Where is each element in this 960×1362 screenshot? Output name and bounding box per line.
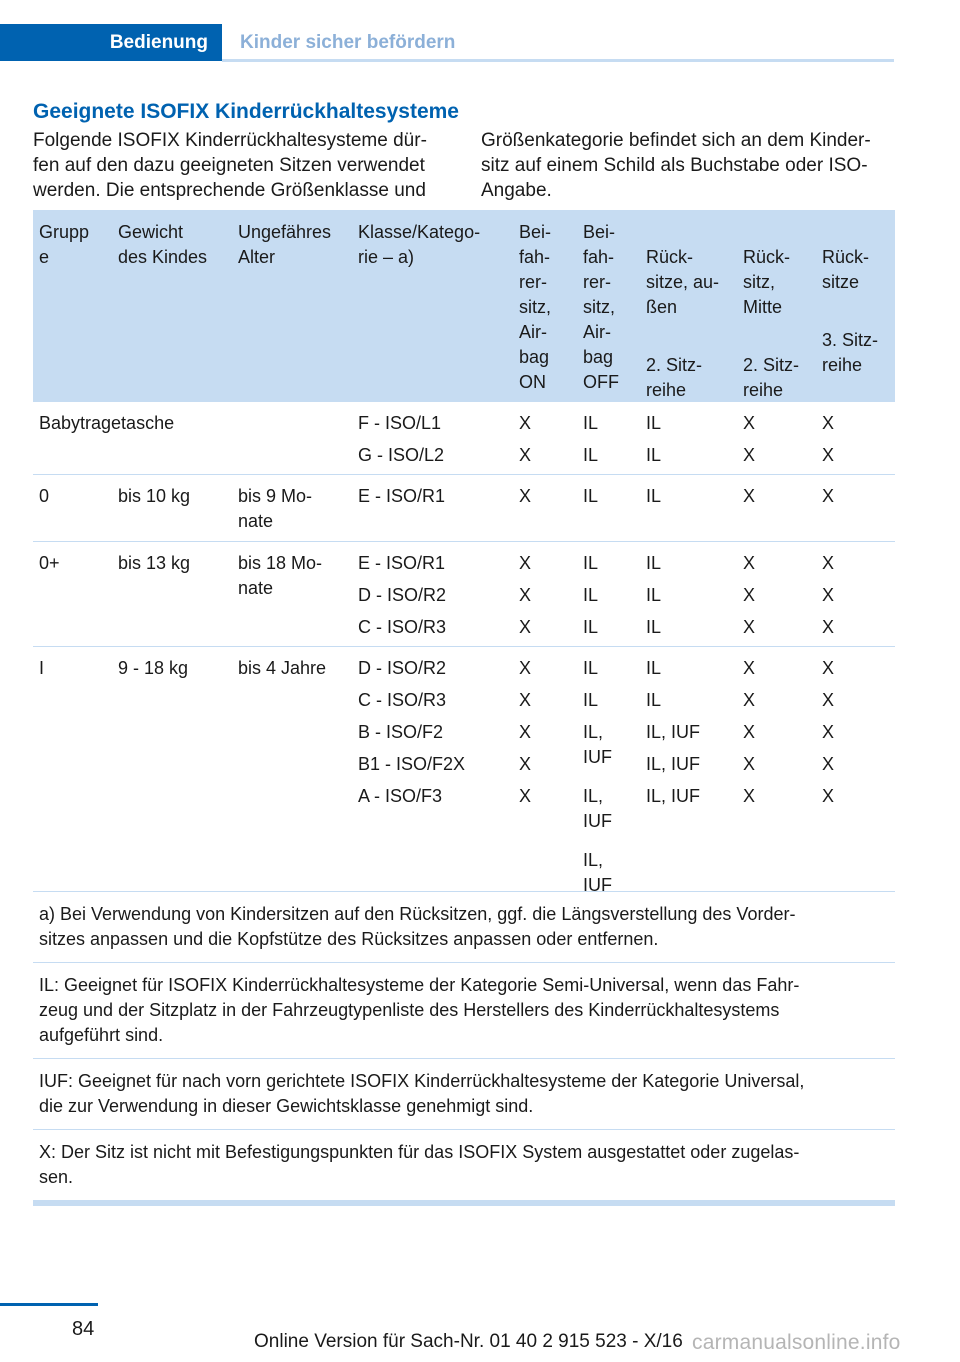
cell-gruppe: 0+ [39,553,60,573]
header-ruecksitz-mitte-title: Rück- sitz, Mitte [743,247,791,317]
cell-off [583,411,598,475]
cell-alter: bis 18 Mo- nate [238,553,323,598]
cell-value: X [822,445,835,465]
cell-value: X [822,690,835,710]
cell-value: IL [646,553,662,573]
cell-value: X [519,486,532,506]
header-ruecksitz-mitte-row: 2. Sitz- reihe [743,355,800,400]
cell-value: E - ISO/R1 [358,486,446,506]
cell-gewicht: bis 13 kg [118,553,191,573]
cell-reihe3 [822,656,834,816]
header-beifahrer-airbag-off: Bei- fah- rer- sitz, Air- bag OFF [583,222,619,392]
table-note: X: Der Sitz ist nicht mit Befestigungspunkten für das ISOFIX System ausgestattet oder zugelas- sen. [33,1130,895,1201]
cell-value: X [822,413,835,433]
header-klasse: Klasse/Katego- rie – a) [358,222,481,267]
cell-value: X [822,486,835,506]
cell-value: X [519,413,532,433]
header-gewicht: Gewicht des Kindes [118,222,208,267]
cell-value: B - ISO/F2 [358,722,444,742]
cell-mitte [743,411,755,475]
cell-value: IL [646,658,662,678]
cell-value: X [743,617,756,637]
cell-value: IL, IUF [583,786,612,831]
cell-value: X [519,690,532,710]
table-note: IUF: Geeignet für nach vorn gerichtete ISOFIX Kinderrückhaltesysteme der Kategorie Universal, die zur Verwendung in dieser Gewichtsklasse genehmigt sind. [33,1059,895,1130]
cell-value: IL [646,413,662,433]
intro-text-right: Größenkategorie befindet sich an dem Kinder- sitz auf einem Schild als Buchstabe oder ISO- Angabe. [481,130,871,201]
cell-value: X [822,553,835,573]
cell-value: D - ISO/R2 [358,658,447,678]
cell-value: IL, IUF [646,754,701,774]
cell-value: IL, IUF [583,850,612,895]
cell-value: X [519,445,532,465]
watermark: carmanualsonline.info [692,1331,901,1354]
cell-value: X [822,617,835,637]
cell-value: G - ISO/L2 [358,445,445,465]
cell-value: IL [646,617,662,637]
cell-value: X [822,754,835,774]
tab-kinder-sicher-befoerdern[interactable]: Kinder sicher befördern [240,31,456,53]
online-version-text: Online Version für Sach-Nr. 01 40 2 915 523 - X/16 [254,1331,683,1352]
header-ruecksitz-mitte [743,220,799,428]
table-body [33,402,895,895]
table-header [33,210,895,402]
cell-value: X [519,754,532,774]
header-ruecksitze-3 [822,220,878,403]
cell-value: IL [646,585,662,605]
header-ruecksitze-aussen [646,220,719,428]
cell-value: IL [583,486,599,506]
cell-alter: bis 9 Mo- nate [238,486,313,531]
cell-value: IL [646,486,662,506]
cell-value: X [519,786,532,806]
header-ruecksitze-3-row: 3. Sitz- reihe [822,330,879,375]
cell-value: X [743,553,756,573]
page-number: 84 [72,1318,95,1340]
cell-reihe3 [822,484,834,516]
cell-value: IL [583,585,599,605]
cell-gruppe: I [39,658,45,678]
cell-reihe3 [822,411,834,475]
cell-mitte [743,484,755,516]
cell-value: X [743,445,756,465]
header-ruecksitze-3-title: Rück- sitze [822,247,870,292]
cell-off [583,484,598,516]
cell-mitte [743,551,755,647]
page-header [0,0,960,62]
table-row [33,542,895,647]
cell-value: C - ISO/R3 [358,690,447,710]
header-gruppe: Grupp e [39,222,90,267]
cell-value: IL [583,413,599,433]
cell-mitte [743,656,755,816]
cell-value: A - ISO/F3 [358,786,443,806]
tab-bedienung[interactable]: Bedienung [0,24,222,61]
table-bottom-rule [33,1201,895,1206]
cell-value: X [519,585,532,605]
cell-value: C - ISO/R3 [358,617,447,637]
cell-reihe3 [822,551,834,647]
cell-value: X [822,786,835,806]
cell-value: F - ISO/L1 [358,413,442,433]
cell-value: IL, IUF [646,722,701,742]
cell-aussen [646,411,661,475]
cell-klasse [358,551,446,647]
cell-value: X [743,486,756,506]
cell-value: B1 - ISO/F2X [358,754,466,774]
cell-aussen [646,484,661,516]
table-row [33,402,895,475]
table-note: IL: Geeignet für ISOFIX Kinderrückhaltesysteme der Kategorie Semi-Universal, wenn das Fahr- zeug und der Sitzplatz in der Fahrzeugtypenliste des Herstellers des Kinderrückhaltesystems aufgeführt sind. [33,963,895,1059]
cell-value: IL, IUF [583,722,612,767]
cell-value: IL [646,690,662,710]
intro-text-left: Folgende ISOFIX Kinderrückhaltesysteme dür- fen auf den dazu geeigneten Sitzen verwendet werden. Die entsprechende Größenklasse und [33,130,427,201]
header-alter: Ungefähres Alter [238,222,332,267]
cell-value: IL [583,553,599,573]
cell-value: X [743,722,756,742]
cell-value: X [743,690,756,710]
cell-aussen [646,656,700,816]
cell-aussen [646,551,661,647]
cell-value: X [743,658,756,678]
cell-value: IL [583,690,599,710]
cell-value: X [519,617,532,637]
cell-klasse [358,484,445,516]
cell-value: IL [583,445,599,465]
cell-value: E - ISO/R1 [358,553,446,573]
table-row [33,647,895,895]
cell-klasse [358,411,444,475]
cell-value: X [822,658,835,678]
isofix-table [33,210,895,1206]
cell-off [583,656,612,912]
cell-on [519,484,531,516]
cell-value: X [822,585,835,605]
cell-value: D - ISO/R2 [358,585,447,605]
cell-klasse [358,656,465,816]
cell-gewicht: 9 - 18 kg [118,658,189,678]
cell-gruppe: 0 [39,486,50,506]
page-number-rule [0,1303,98,1306]
cell-gruppe: Babytragetasche [39,413,175,433]
header-ruecksitze-aussen-row: 2. Sitz- reihe [646,355,703,400]
cell-on [519,656,531,816]
section-title: Geeignete ISOFIX Kinderrückhaltesysteme [33,100,459,123]
cell-value: X [519,722,532,742]
cell-value: IL, IUF [646,786,701,806]
table-note: a) Bei Verwendung von Kindersitzen auf den Rücksitzen, ggf. die Längsverstellung des Vorder- sitzes anpassen und die Kopfstütze des Rücksitzes anpassen oder entfernen. [33,892,895,963]
cell-gewicht: bis 10 kg [118,486,191,506]
cell-alter: bis 4 Jahre [238,658,327,678]
cell-value: IL [583,617,599,637]
cell-value: X [822,722,835,742]
cell-value: IL [646,445,662,465]
cell-value: X [743,585,756,605]
cell-value: X [519,553,532,573]
cell-value: X [519,658,532,678]
header-beifahrer-airbag-on: Bei- fah- rer- sitz, Air- bag ON [519,222,552,392]
cell-value: X [743,754,756,774]
table-row [33,475,895,542]
table-notes [33,892,895,1201]
cell-on [519,551,531,647]
cell-value: X [743,413,756,433]
cell-on [519,411,531,475]
cell-value: IL [583,658,599,678]
cell-value: X [743,786,756,806]
header-divider [222,59,894,62]
cell-off [583,551,598,647]
header-ruecksitze-aussen-title: Rück- sitze, au- ßen [646,247,720,317]
